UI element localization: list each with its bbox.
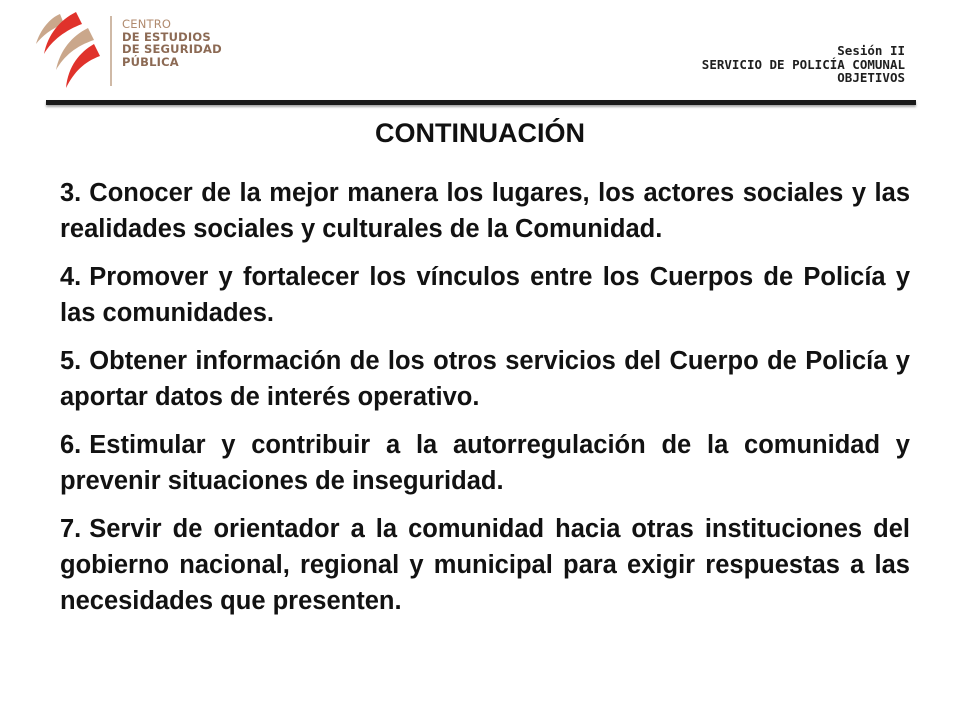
section-label: OBJETIVOS — [837, 70, 905, 85]
objectives-list — [60, 175, 910, 631]
logo-line-1: CENTRO — [122, 17, 172, 31]
objective-number: 7. — [60, 515, 82, 543]
objective-item-6 — [60, 427, 910, 499]
session-label: Sesión II — [837, 43, 905, 58]
objective-number: 6. — [60, 431, 82, 459]
objective-item-7 — [60, 511, 910, 619]
session-header — [702, 44, 905, 85]
logo-line-2: DE ESTUDIOS — [122, 29, 211, 44]
logo-line-4: PÚBLICA — [122, 54, 179, 69]
objective-text: Conocer de la mejor manera los lugares, los actores sociales y las realidades sociales y culturales de la Comunidad. — [60, 179, 910, 243]
objective-text: Servir de orientador a la comunidad hacia otras instituciones del gobierno nacional, regional y municipal para exigir respuestas a las necesidades que presenten. — [60, 515, 910, 615]
objective-text: Promover y fortalecer los vínculos entre los Cuerpos de Policía y las comunidades. — [60, 263, 910, 327]
logo-wordmark — [122, 18, 222, 68]
objective-item-5 — [60, 343, 910, 415]
institution-logo — [30, 8, 230, 94]
service-label: SERVICIO DE POLICÍA COMUNAL — [701, 56, 905, 72]
objective-item-4 — [60, 259, 910, 331]
logo-line-3: DE SEGURIDAD — [122, 42, 222, 56]
objective-item-3 — [60, 175, 910, 247]
objective-number: 4. — [60, 263, 82, 291]
objective-number: 5. — [60, 347, 82, 375]
objective-text: Estimular y contribuir a la autorregulación de la comunidad y prevenir situaciones de inseguridad. — [60, 431, 910, 495]
slide-title: CONTINUACIÓN — [375, 118, 585, 148]
objective-number: 3. — [60, 179, 82, 207]
logo-emblem-icon — [30, 8, 120, 94]
objective-text: Obtener información de los otros servicios del Cuerpo de Policía y aportar datos de interés operativo. — [60, 347, 910, 411]
header-divider — [46, 100, 916, 105]
